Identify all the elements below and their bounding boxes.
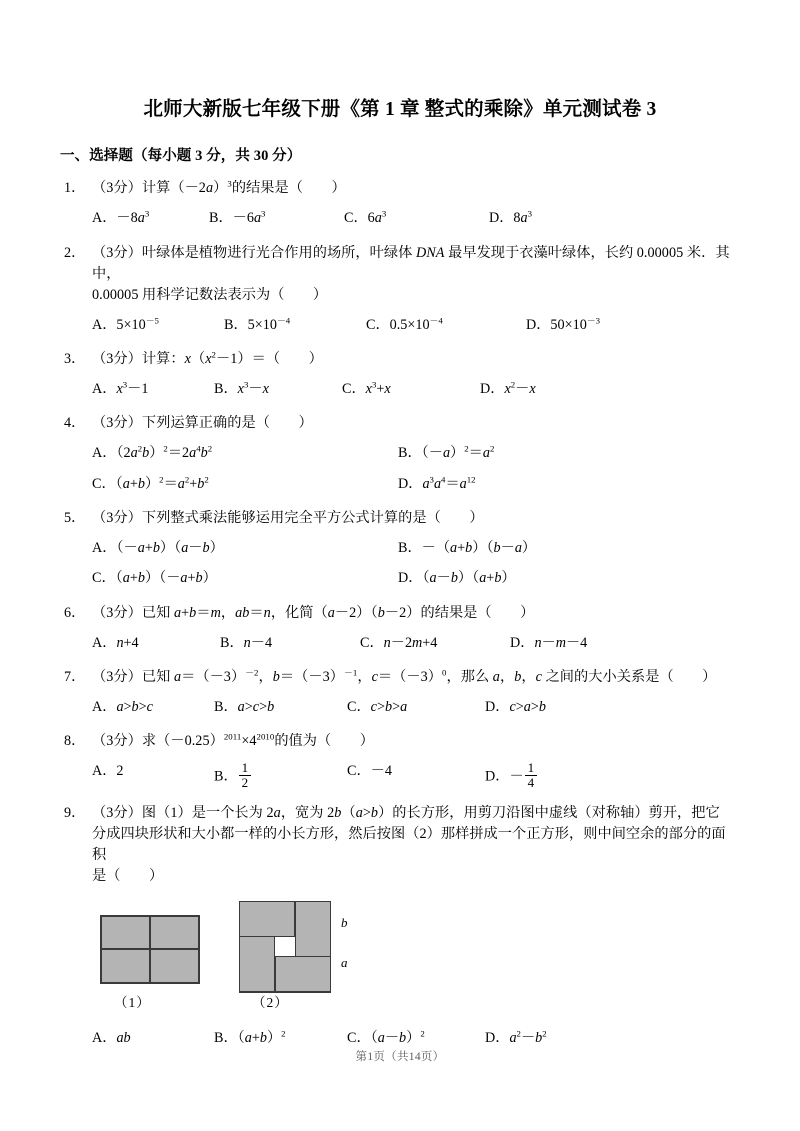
option-c[interactable]: C．n－2m+4 — [360, 634, 438, 651]
option-a[interactable]: A．（－a+b）（a－b） — [92, 539, 224, 556]
option-d[interactable]: D．n－m－4 — [510, 634, 588, 651]
option-d[interactable]: D．$a^2-b^2$ — [485, 1027, 547, 1046]
question-5-options-row2 — [62, 568, 738, 589]
page-title: 北师大新版七年级下册《第 1 章 整式的乘除》单元测试卷 3 — [143, 99, 657, 120]
option-c[interactable]: C．$(a+b)^2=a^2+b^2$ — [92, 473, 209, 492]
negative-sign: － — [509, 768, 524, 785]
option-d[interactable]: D．c>a>b — [485, 698, 546, 715]
question-3 — [62, 349, 738, 400]
option-b[interactable]: B．$-6a^3$ — [209, 208, 266, 227]
question-6-options — [62, 633, 738, 654]
option-c[interactable]: C．$0.5\times 10^{-4}$ — [366, 315, 443, 333]
figure-2-caption: （2） — [252, 994, 289, 1010]
option-a[interactable]: A．$(2a^2b)^2=2a^4b^2$ — [92, 443, 213, 462]
question-1-number: 1． — [64, 180, 86, 197]
option-a[interactable]: A．$x^3-1$ — [92, 379, 149, 398]
option-d[interactable]: D．$x^2-x$ — [480, 379, 536, 398]
option-b[interactable]: B．$(a+b)^2$ — [214, 1027, 286, 1046]
option-b[interactable]: B．$(-a)^2=a^2$ — [398, 443, 495, 462]
option-a[interactable]: A．n+4 — [92, 634, 139, 651]
question-5-number: 5． — [64, 509, 86, 526]
question-9-number: 9． — [64, 804, 86, 821]
question-1-options — [62, 208, 738, 229]
question-6-text: （3分）已知 a+b＝m，ab＝n，化简（a－2）（b－2）的结果是（ ） — [92, 604, 535, 621]
fraction-one-half: $\frac{1}{2}$ — [239, 761, 252, 789]
pinwheel-piece-bottom — [275, 956, 331, 992]
option-d[interactable]: D．－ $\frac{1}{4}$ — [485, 761, 647, 789]
option-d[interactable]: D．（a－b）（a+b） — [398, 570, 516, 587]
question-5 — [62, 508, 738, 590]
option-b[interactable]: B．$x^3-x$ — [214, 379, 269, 398]
question-6-stem — [62, 603, 738, 624]
question-9-text-line2: 分成四块形状和大小都一样的小长方形，然后按图（2）那样拼成一个正方形，则中间空余的部分的面积 — [92, 825, 726, 863]
option-b[interactable]: B．a>c>b — [214, 698, 275, 715]
fraction-one-quarter: $\frac{1}{4}$ — [525, 761, 538, 789]
question-9-text-line3: 是（ ） — [92, 867, 164, 884]
question-2-number: 2． — [64, 244, 86, 261]
option-d[interactable]: D．$50\times 10^{-3}$ — [526, 315, 601, 333]
question-8-number: 8． — [64, 733, 86, 750]
option-c[interactable]: C．$x^3+x$ — [342, 379, 391, 398]
question-5-options-row1 — [62, 538, 738, 559]
figure-2-label-b: b — [341, 914, 348, 930]
option-c[interactable]: C．c>b>a — [347, 698, 408, 715]
question-4-stem — [62, 413, 738, 434]
question-8-stem — [62, 731, 738, 752]
question-1 — [62, 178, 738, 229]
option-a[interactable]: A．$5\times 10^{-5}$ — [92, 315, 159, 333]
option-c[interactable]: C．（a+b）（－a+b） — [92, 570, 217, 587]
question-5-stem — [62, 508, 738, 529]
page-footer: 第1页（共14页） — [355, 1051, 445, 1063]
question-2-text-line1: （3分）叶绿体是植物进行光合作用的场所，叶绿体 DNA 最早发现于衣藻叶绿体，长约 0.00005 米．其中， — [92, 244, 730, 282]
option-b[interactable]: B． $\frac{1}{2}$ — [214, 761, 347, 789]
figure-1-caption: （1） — [114, 994, 151, 1010]
question-4-number: 4． — [64, 415, 86, 432]
question-3-number: 3． — [64, 351, 86, 368]
option-a[interactable]: A．a>b>c — [92, 698, 153, 715]
option-d[interactable]: D．$a^3a^4=a^{12}$ — [398, 473, 476, 492]
option-d[interactable]: D．$8a^3$ — [489, 208, 533, 227]
pinwheel-piece-right — [295, 901, 331, 957]
question-8-text: （3分）求$(-0.25)^{2011}\times 4^{2010}$的值为（ ） — [92, 731, 374, 750]
question-1-stem — [62, 178, 738, 199]
section-heading: 一、选择题（每小题 3 分，共 30 分） — [60, 148, 302, 165]
question-6 — [62, 603, 738, 654]
question-2-text-line2: 0.00005 用科学记数法表示为（ ） — [92, 286, 328, 303]
figure-2-label-a: a — [341, 954, 348, 970]
question-3-text: （3分）计算：$x(x^2-1)=$（ ） — [92, 349, 323, 368]
question-9-text-line1: （3分）图（1）是一个长为 2a，宽为 2b（a>b）的长方形，用剪刀沿图中虚线（对称轴）剪开，把它 — [92, 804, 720, 821]
option-c[interactable]: C．－4 — [347, 763, 392, 780]
question-4-options-row1 — [62, 443, 738, 464]
figure-2-pinwheel-square — [239, 901, 331, 993]
question-6-number: 6． — [64, 604, 86, 621]
option-c[interactable]: C．$(a-b)^2$ — [347, 1027, 425, 1046]
pinwheel-piece-left — [239, 936, 275, 992]
option-b[interactable]: B．n－4 — [220, 634, 273, 651]
question-5-text: （3分）下列整式乘法能够运用完全平方公式计算的是（ ） — [92, 509, 484, 526]
question-2-options — [62, 315, 738, 336]
option-b[interactable]: B．－（a+b）（b－a） — [398, 539, 537, 556]
question-8 — [62, 731, 738, 789]
question-9-figures — [62, 901, 738, 1019]
question-4-text: （3分）下列运算正确的是（ ） — [92, 415, 313, 432]
question-7-stem — [62, 667, 738, 688]
question-9 — [62, 803, 738, 1049]
question-3-options — [62, 379, 738, 400]
option-a[interactable]: A．$-8a^3$ — [92, 208, 150, 227]
question-7-text: （3分）已知 $a=(-3)^{-2}$，$b=(-3)^{-1}$，$c=(-3)^0$，那么 a，b，c 之间的大小关系是（ ） — [92, 667, 717, 685]
option-a[interactable]: A．ab — [92, 1029, 131, 1046]
question-1-text: （3分）计算$(-2a)^3$的结果是（ ） — [92, 178, 346, 197]
option-a[interactable]: A．2 — [92, 763, 124, 780]
question-7 — [62, 667, 738, 718]
question-4 — [62, 413, 738, 495]
question-9-options — [62, 1028, 738, 1049]
option-b[interactable]: B．$5\times 10^{-4}$ — [224, 315, 291, 333]
question-2-stem — [62, 243, 738, 285]
pinwheel-piece-top — [239, 901, 295, 937]
option-c[interactable]: C．$6a^3$ — [344, 208, 387, 227]
question-7-number: 7． — [64, 668, 86, 685]
question-7-options — [62, 697, 738, 718]
question-2 — [62, 243, 738, 336]
question-8-options — [62, 761, 738, 789]
question-4-options-row2 — [62, 474, 738, 495]
figure-1-rectangle-grid — [100, 915, 200, 984]
question-9-stem — [62, 803, 738, 824]
question-3-stem — [62, 349, 738, 370]
